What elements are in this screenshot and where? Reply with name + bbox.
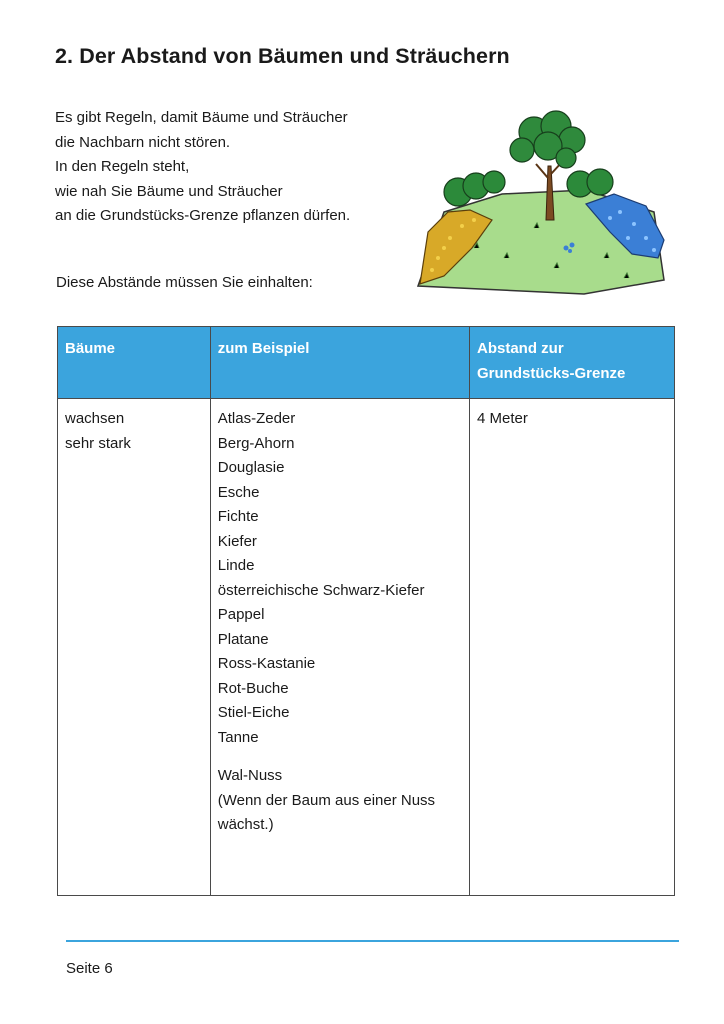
table-header-row [58,327,675,399]
example-note-line: (Wenn der Baum aus einer Nuss [217,791,436,809]
intro-line: Es gibt Regeln, damit Bäume und Sträucher [55,109,348,126]
intro-line: an die Grundstücks-Grenze pflanzen dürfen. [55,207,351,224]
spacer [218,750,463,764]
page-title: 2. Der Abstand von Bäumen und Sträuchern [55,44,510,68]
example-item: österreichische Schwarz-Kiefer [217,581,425,599]
garden-tree-illustration [414,108,670,298]
table-row [58,399,675,896]
intro-line: die Nachbarn nicht stören. [55,133,231,151]
example-note-line: wächst.) [217,816,274,833]
example-item: Rot-Buche [217,679,289,697]
example-item: Berg-Ahorn [217,434,295,452]
examples-cell [210,399,469,896]
example-item: Linde [217,557,255,574]
page-number: Seite 6 [66,960,113,977]
intro-paragraph [55,106,415,229]
example-item: Fichte [217,508,259,525]
distance-table [57,326,675,896]
example-item: Douglasie [217,459,285,476]
intro-line: wie nah Sie Bäume und Sträucher [55,182,283,200]
header-distance-line: Grundstücks-Grenze [476,365,626,382]
header-distance [469,327,674,399]
distance-value: 4 Meter [476,410,528,427]
lead-sentence: Diese Abstände müssen Sie einhalten: [56,274,313,291]
example-item: Platane [217,630,269,648]
example-item: Esche [217,483,260,501]
example-item: Atlas-Zeder [217,410,296,427]
example-item: Kiefer [217,532,257,550]
intro-line: In den Regeln steht, [55,158,190,175]
header-examples: zum Beispiel [210,327,469,399]
category-line: sehr stark [65,434,131,452]
header-distance-line: Abstand zur [476,340,564,357]
example-item: Stiel-Eiche [217,704,290,721]
footer-divider [66,940,679,942]
distance-cell [469,399,674,896]
example-item: Pappel [217,606,265,623]
example-note-line: Wal-Nuss [217,767,283,784]
category-cell [58,399,211,896]
header-trees: Bäume [58,327,211,399]
example-item: Tanne [217,728,259,746]
category-line: wachsen [65,410,125,427]
example-item: Ross-Kastanie [217,655,316,672]
